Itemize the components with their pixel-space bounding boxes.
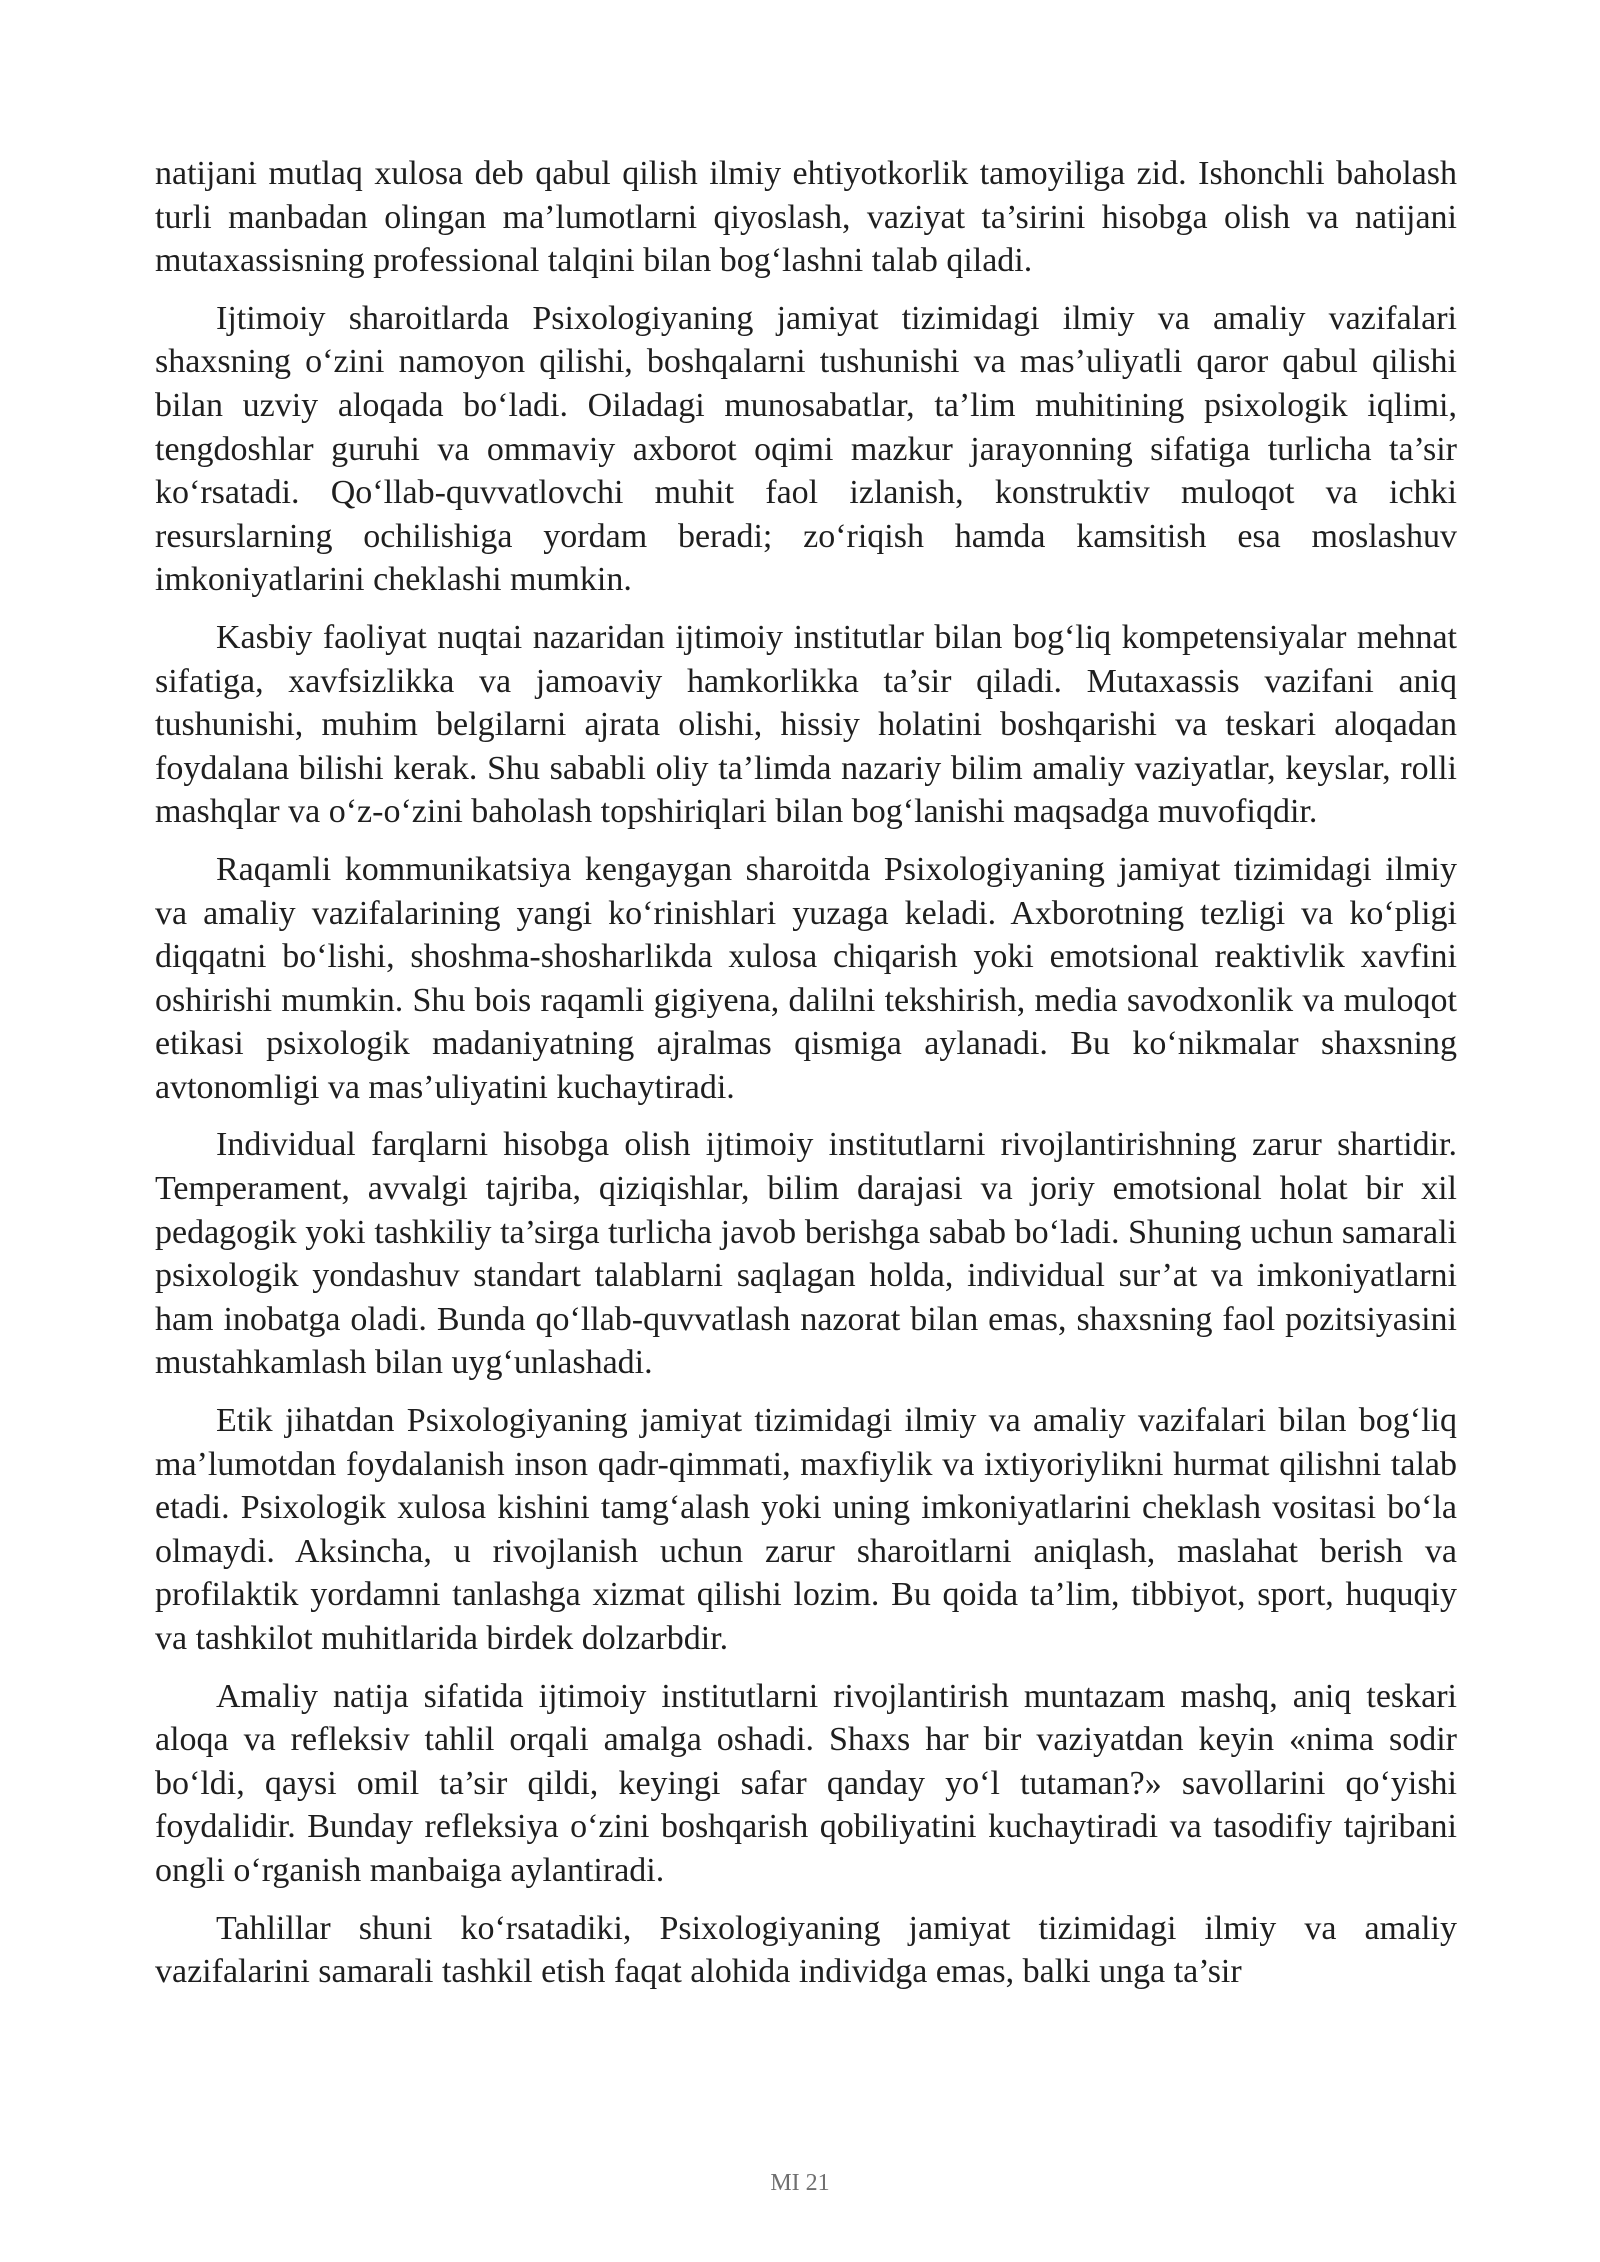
page-number: MI 21 [770, 2170, 830, 2196]
paragraph-4: Raqamli kommunikatsiya kengaygan sharoitda Psixologiyaning jamiyat tizimidagi ilmiy va amaliy vazifalarining yangi ko‘rinishlari yuzaga keladi. Axborotning tezligi va ko‘pligi diqqatni bo‘lishi, shoshma-shosharlikda xulosa chiqarish yoki emotsional reaktivlik xavfini oshirishi mumkin. Shu bois raqamli gigiyena, dalilni tekshirish, media savodxonlik va muloqot etikasi psixologik madaniyatning ajralmas qismiga aylanadi. Bu ko‘nikmalar shaxsning avtonomligi va mas’uliyatini kuchaytiradi. [155, 850, 1457, 1106]
paragraph-8: Tahlillar shuni ko‘rsatadiki, Psixologiyaning jamiyat tizimidagi ilmiy va amaliy vazifalarini samarali tashkil etish faqat alohida individga emas, balki unga ta’sir [155, 1909, 1457, 1991]
body-text [155, 152, 1457, 1994]
paragraph-7: Amaliy natija sifatida ijtimoiy institutlarni rivojlantirish muntazam mashq, aniq teskari aloqa va refleksiv tahlil orqali amalga oshadi. Shaxs har bir vaziyatdan keyin «nima sodir bo‘ldi, qaysi omil ta’sir qildi, keyingi safar qanday yo‘l tutaman?» savollarini qo‘yishi foydalidir. Bunday refleksiya o‘zini boshqarish qobiliyatini kuchaytiradi va tasodifiy tajribani ongli o‘rganish manbaiga aylantiradi. [155, 1677, 1457, 1889]
paragraph-6: Etik jihatdan Psixologiyaning jamiyat tizimidagi ilmiy va amaliy vazifalari bilan bog‘liq ma’lumotdan foydalanish inson qadr-qimmati, maxfiylik va ixtiyoriylikni hurmat qilishni talab etadi. Psixologik xulosa kishini tamg‘alash yoki uning imkoniyatlarini cheklash vositasi bo‘la olmaydi. Aksincha, u rivojlanish uchun zarur sharoitlarni aniqlash, maslahat berish va profilaktik yordamni tanlashga xizmat qilishi lozim. Bu qoida ta’lim, tibbiyot, sport, huquqiy va tashkilot muhitlarida birdek dolzarbdir. [155, 1402, 1457, 1657]
paragraph-1: natijani mutlaq xulosa deb qabul qilish ilmiy ehtiyotkorlik tamoyiliga zid. Ishonchli baholash turli manbadan olingan ma’lumotlarni qiyoslash, vaziyat ta’sirini hisobga olish va natijani mutaxassisning professional talqini bilan bog‘lashni talab qiladi. [155, 155, 1457, 280]
paragraph-3: Kasbiy faoliyat nuqtai nazaridan ijtimoiy institutlar bilan bog‘liq kompetensiyalar mehnat sifatiga, xavfsizlikka va jamoaviy hamkorlikka ta’sir qiladi. Mutaxassis vazifani aniq tushunishi, muhim belgilarni ajrata olishi, hissiy holatini boshqarishi va teskari aloqadan foydalana bilishi kerak. Shu sababli oliy ta’limda nazariy bilim amaliy vaziyatlar, keyslar, rolli mashqlar va o‘z-o‘zini baholash topshiriqlari bilan bog‘lanishi maqsadga muvofiqdir. [155, 618, 1457, 831]
paragraph-2: Ijtimoiy sharoitlarda Psixologiyaning jamiyat tizimidagi ilmiy va amaliy vazifalari shaxsning o‘zini namoyon qilishi, boshqalarni tushunishi va mas’uliyatli qaror qabul qilishi bilan uzviy aloqada bo‘ladi. Oiladagi munosabatlar, ta’lim muhitining psixologik iqlimi, tengdoshlar guruhi va ommaviy axborot oqimi mazkur jarayonning sifatiga turlicha ta’sir ko‘rsatadi. Qo‘llab-quvvatlovchi muhit faol izlanish, konstruktiv muloqot va ichki resurslarning ochilishiga yordam beradi; zo‘riqish hamda kamsitish esa moslashuv imkoniyatlarini cheklashi mumkin. [155, 299, 1457, 599]
paragraph-5: Individual farqlarni hisobga olish ijtimoiy institutlarni rivojlantirishning zarur shartidir. Temperament, avvalgi tajriba, qiziqishlar, bilim darajasi va joriy emotsional holat bir xil pedagogik yoki tashkiliy ta’sirga turlicha javob berishga sabab bo‘ladi. Shuning uchun samarali psixologik yondashuv standart talablarni saqlagan holda, individual sur’at va imkoniyatlarni ham inobatga oladi. Bunda qo‘llab-quvvatlash nazorat bilan emas, shaxsning faol pozitsiyasini mustahkamlash bilan uyg‘unlashadi. [155, 1126, 1457, 1382]
